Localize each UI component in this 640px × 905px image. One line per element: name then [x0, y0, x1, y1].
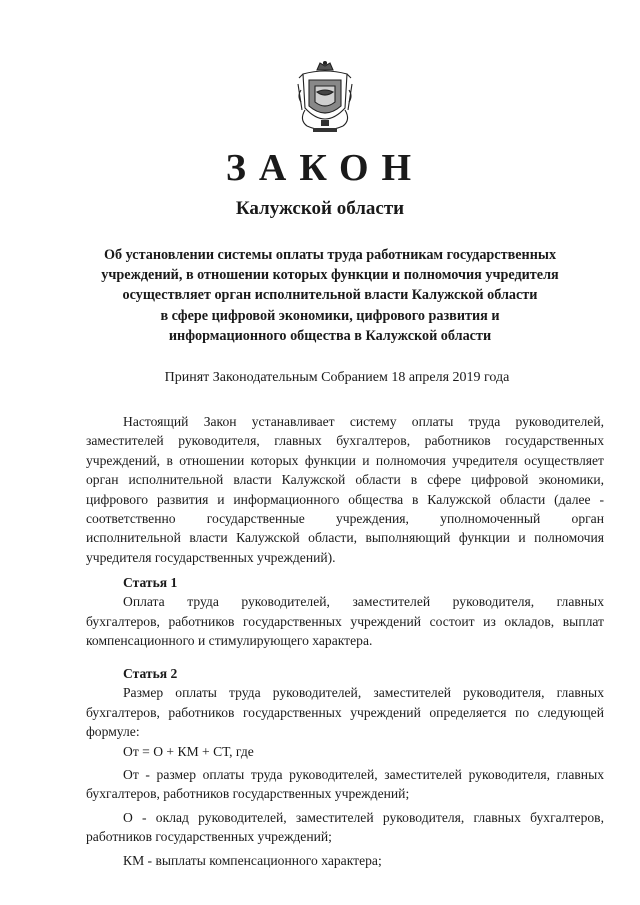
- definition-km: КМ - выплаты компенсационного характера;: [123, 852, 382, 868]
- article-1-line: компенсационного и стимулирующего характера.: [86, 633, 373, 649]
- article-1-title: Статья 1: [123, 575, 178, 590]
- preamble-line: учредителя государственных учреждений).: [86, 549, 336, 565]
- article-2-line: бухгалтеров, работников государственных учреждений определяется по следующей: [86, 704, 604, 720]
- article-2-line: Размер оплаты труда руководителей, заместителей руководителя, главных: [123, 685, 604, 701]
- article-1-line: бухгалтеров, работников государственных учреждений состоит из окладов, выплат: [86, 613, 604, 629]
- article-1-line: Оплата труда руководителей, заместителей руководителя, главных: [123, 594, 604, 610]
- article-2-title: Статья 2: [123, 666, 178, 681]
- preamble-line: учреждений, в отношении которых функции и полномочия учредителя осуществляет: [86, 452, 604, 468]
- document-subtitle: Калужской области: [235, 198, 405, 219]
- preamble: [86, 412, 604, 567]
- heading-line: информационного общества в Калужской области: [168, 327, 492, 344]
- heading-line: учреждений, в отношении которых функции и полномочия учредителя: [101, 267, 559, 284]
- heading-line: Об установлении системы оплаты труда работникам государственных: [103, 247, 557, 263]
- definition-ot: От - размер оплаты труда руководителей, заместителей руководителя, главных: [123, 766, 604, 782]
- adoption-note: Принят Законодательным Собранием 18 апреля 2019 года: [164, 370, 510, 385]
- article-1: [86, 573, 604, 651]
- preamble-line: исполнительной власти Калужской области, выполняющий функции и полномочия: [86, 530, 604, 546]
- article-2: [86, 664, 604, 870]
- preamble-line: заместителей руководителя, главных бухгалтеров, работников государственных: [86, 433, 604, 449]
- definition-ot: бухгалтеров, работников государственных учреждений;: [86, 786, 410, 802]
- definition-o: работников государственных учреждений;: [86, 829, 332, 845]
- formula: От = О + КМ + СТ, где: [123, 743, 254, 759]
- definition-o: О - оклад руководителей, заместителей руководителя, главных бухгалтеров,: [123, 809, 604, 825]
- heading-line: осуществляет орган исполнительной власти Калужской области: [122, 287, 538, 304]
- coat-of-arms-emblem: [295, 60, 355, 138]
- document-title: ЗАКОН: [225, 147, 425, 189]
- preamble-line: Настоящий Закон устанавливает систему оплаты труда руководителей,: [123, 414, 604, 429]
- heading-line: в сфере цифровой экономики, цифрового развития и: [160, 307, 500, 324]
- preamble-line: цифрового развития и информационного общества в Калужской области (далее -: [86, 491, 604, 507]
- article-2-line: формуле:: [86, 724, 140, 740]
- law-heading: [100, 245, 560, 346]
- preamble-line: орган исполнительной власти Калужской области в сфере цифровой экономики,: [86, 472, 604, 488]
- preamble-line: соответственно государственные учреждения, уполномоченный орган: [86, 510, 604, 526]
